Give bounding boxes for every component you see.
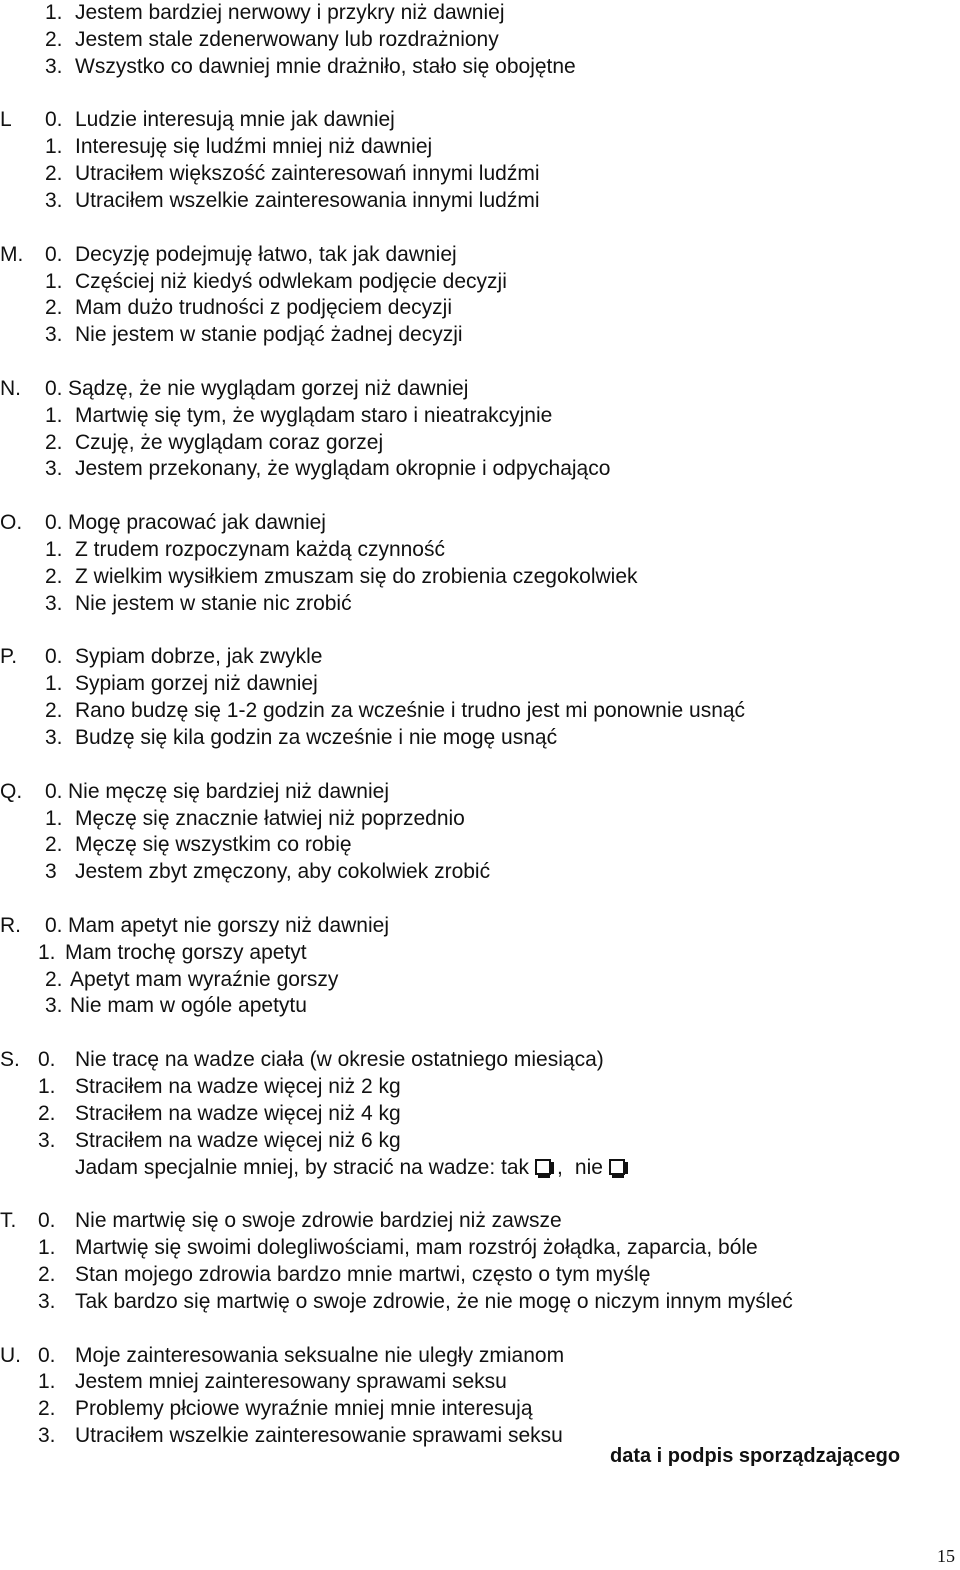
option-text: Martwię się swoimi dolegliwościami, mam rozstrój żołądka, zaparcia, bóle	[75, 1236, 758, 1260]
page-number: 15	[937, 1546, 955, 1566]
section-letter: Q.	[0, 779, 23, 803]
option-text: Jestem zbyt zmęczony, aby cokolwiek zrobić	[75, 860, 491, 884]
option-text: Częściej niż kiedyś odwlekam podjęcie decyzji	[75, 269, 507, 293]
question-option	[0, 913, 960, 939]
option-number: 1.	[45, 269, 63, 293]
option-number: 0.	[45, 511, 63, 535]
option-text: Mam dużo trudności z podjęciem decyzji	[75, 296, 452, 320]
question-option	[0, 134, 960, 160]
option-number: 2.	[45, 430, 63, 454]
question-option	[0, 1128, 960, 1154]
option-text: Jestem bardziej nerwowy i przykry niż dawniej	[75, 1, 505, 24]
question-option	[0, 832, 960, 858]
option-text: Interesuję się ludźmi mniej niż dawniej	[75, 135, 433, 159]
question-option	[0, 537, 960, 563]
option-text: Problemy płciowe wyraźnie mniej mnie interesują	[75, 1397, 533, 1421]
question-option	[0, 430, 960, 456]
question-option	[0, 1369, 960, 1395]
question-option	[0, 1343, 960, 1369]
section-letter: M.	[0, 242, 24, 266]
option-number: 0.	[45, 242, 63, 266]
option-text: Mam apetyt nie gorszy niż dawniej	[68, 913, 389, 937]
section-letter: O.	[0, 511, 23, 535]
option-text: Apetyt mam wyraźnie gorszy	[70, 967, 339, 991]
weight-question-text: Jadam specjalnie mniej, by stracić na wadze: tak	[75, 1155, 530, 1179]
question-option	[0, 671, 960, 697]
option-number: 2.	[45, 699, 63, 723]
option-number: 3.	[38, 1424, 56, 1448]
separator-comma: ,	[557, 1155, 563, 1179]
option-text: Jestem mniej zainteresowany sprawami seksu	[75, 1370, 507, 1394]
question-option	[0, 295, 960, 321]
question-option	[0, 27, 960, 53]
option-text: Jestem stale zdenerwowany lub rozdrażniony	[75, 27, 499, 51]
question-option	[0, 1074, 960, 1100]
option-number: 1.	[45, 806, 63, 830]
question-option	[0, 322, 960, 348]
option-number: 3.	[45, 994, 63, 1018]
option-number: 2.	[45, 564, 63, 588]
option-number: 1.	[45, 403, 63, 427]
option-number: 1.	[45, 135, 63, 159]
section-letter: S.	[0, 1048, 20, 1072]
option-number: 1.	[45, 672, 63, 696]
option-number: 0.	[45, 645, 63, 669]
question-option	[0, 779, 960, 805]
weight-loss-question	[75, 1155, 625, 1181]
option-text: Martwię się tym, że wyglądam staro i nieatrakcyjnie	[75, 403, 553, 427]
question-option	[0, 806, 960, 832]
section-letter: R.	[0, 913, 21, 937]
section-letter: U.	[0, 1343, 21, 1367]
option-text: Czuję, że wyglądam coraz gorzej	[75, 430, 384, 454]
option-number: 0.	[45, 376, 63, 400]
question-option	[0, 54, 960, 80]
option-number: 3.	[45, 54, 63, 78]
option-number: 2.	[38, 1101, 56, 1125]
question-option	[0, 107, 960, 133]
option-number: 1.	[38, 940, 56, 964]
option-number: 0.	[45, 913, 63, 937]
question-option	[0, 859, 960, 885]
question-option	[0, 456, 960, 482]
yes-checkbox[interactable]	[535, 1159, 551, 1175]
option-text: Stan mojego zdrowia bardzo mnie martwi, często o tym myślę	[75, 1262, 651, 1286]
question-option	[0, 269, 960, 295]
question-option	[0, 940, 960, 966]
question-option	[0, 242, 960, 268]
option-text: Tak bardzo się martwię o swoje zdrowie, że nie mogę o niczym innym myśleć	[75, 1289, 793, 1313]
option-text: Utraciłem większość zainteresowań innymi ludźmi	[75, 162, 540, 186]
signature-label: data i podpis sporządzającego	[610, 1445, 901, 1467]
option-text: Decyzję podejmuję łatwo, tak jak dawniej	[75, 242, 457, 266]
option-number: 0.	[45, 779, 63, 803]
option-text: Straciłem na wadze więcej niż 4 kg	[75, 1101, 401, 1125]
option-text: Sądzę, że nie wyglądam gorzej niż dawniej	[68, 376, 469, 400]
section-letter: P.	[0, 645, 18, 669]
option-number: 3.	[45, 323, 63, 347]
option-number: 1.	[45, 538, 63, 561]
option-number: 0.	[38, 1343, 56, 1367]
option-text: Mogę pracować jak dawniej	[68, 511, 326, 535]
option-text: Z wielkim wysiłkiem zmuszam się do zrobienia czegokolwiek	[75, 564, 638, 588]
option-number: 3.	[45, 725, 63, 749]
question-option	[0, 1047, 960, 1073]
option-text: Sypiam gorzej niż dawniej	[75, 672, 318, 696]
no-label: nie	[574, 1155, 603, 1179]
question-option	[0, 1262, 960, 1288]
option-text: Z trudem rozpoczynam każdą czynność	[75, 538, 445, 561]
section-letter: T.	[0, 1209, 17, 1233]
question-option	[0, 0, 960, 26]
option-text: Rano budzę się 1-2 godzin za wcześnie i trudno jest mi ponownie usnąć	[75, 699, 746, 723]
option-number: 1.	[38, 1236, 56, 1260]
option-number: 2.	[45, 162, 63, 186]
option-number: 2.	[45, 27, 63, 51]
option-text: Mam trochę gorszy apetyt	[65, 940, 307, 964]
question-option	[0, 967, 960, 993]
option-number: 1.	[38, 1075, 56, 1098]
option-text: Męczę się znacznie łatwiej niż poprzednio	[75, 806, 465, 830]
option-number: 3.	[45, 457, 63, 481]
question-option	[0, 1208, 960, 1234]
option-text: Sypiam dobrze, jak zwykle	[75, 645, 323, 669]
option-text: Straciłem na wadze więcej niż 2 kg	[75, 1075, 401, 1098]
question-option	[0, 510, 960, 536]
question-option	[0, 1289, 960, 1315]
option-number: 1.	[38, 1370, 56, 1394]
question-option	[0, 1101, 960, 1127]
option-number: 2.	[45, 967, 63, 991]
question-option	[0, 591, 960, 617]
option-number: 3.	[45, 591, 63, 615]
option-number: 1.	[45, 1, 63, 24]
question-option	[0, 644, 960, 670]
option-number: 2.	[45, 296, 63, 320]
question-option	[0, 161, 960, 187]
option-text: Nie jestem w stanie podjąć żadnej decyzji	[75, 323, 463, 347]
section-letter: L	[0, 108, 12, 132]
option-number: 0.	[45, 108, 63, 132]
option-number: 3	[45, 860, 57, 884]
option-text: Nie tracę na wadze ciała (w okresie ostatniego miesiąca)	[75, 1048, 604, 1072]
option-number: 0.	[38, 1209, 56, 1233]
question-option	[0, 188, 960, 214]
option-text: Straciłem na wadze więcej niż 6 kg	[75, 1128, 401, 1152]
option-text: Męczę się wszystkim co robię	[75, 833, 352, 857]
option-number: 2.	[38, 1397, 56, 1421]
question-option	[0, 698, 960, 724]
option-number: 2.	[38, 1262, 56, 1286]
option-text: Nie jestem w stanie nic zrobić	[75, 591, 352, 615]
option-number: 3.	[38, 1289, 56, 1313]
option-text: Nie mam w ogóle apetytu	[70, 994, 307, 1018]
question-option	[0, 376, 960, 402]
option-number: 3.	[45, 188, 63, 212]
no-checkbox[interactable]	[609, 1159, 625, 1175]
option-text: Nie martwię się o swoje zdrowie bardziej niż zawsze	[75, 1209, 562, 1233]
option-text: Utraciłem wszelkie zainteresowania innymi ludźmi	[75, 188, 540, 212]
question-option	[0, 1235, 960, 1261]
option-number: 3.	[38, 1128, 56, 1152]
option-text: Wszystko co dawniej mnie drażniło, stało się obojętne	[75, 54, 576, 78]
section-letter: N.	[0, 376, 21, 400]
option-text: Nie męczę się bardziej niż dawniej	[68, 779, 389, 803]
question-option	[0, 725, 960, 751]
option-text: Moje zainteresowania seksualne nie uległy zmianom	[75, 1343, 565, 1367]
option-text: Jestem przekonany, że wyglądam okropnie i odpychająco	[75, 457, 611, 481]
question-option	[0, 1396, 960, 1422]
option-number: 0.	[38, 1048, 56, 1072]
question-option	[0, 403, 960, 429]
question-option	[0, 564, 960, 590]
question-option	[0, 993, 960, 1019]
option-text: Ludzie interesują mnie jak dawniej	[75, 108, 395, 132]
option-number: 2.	[45, 833, 63, 857]
option-text: Utraciłem wszelkie zainteresowanie sprawami seksu	[75, 1424, 563, 1448]
option-text: Budzę się kila godzin za wcześnie i nie mogę usnąć	[75, 725, 558, 749]
